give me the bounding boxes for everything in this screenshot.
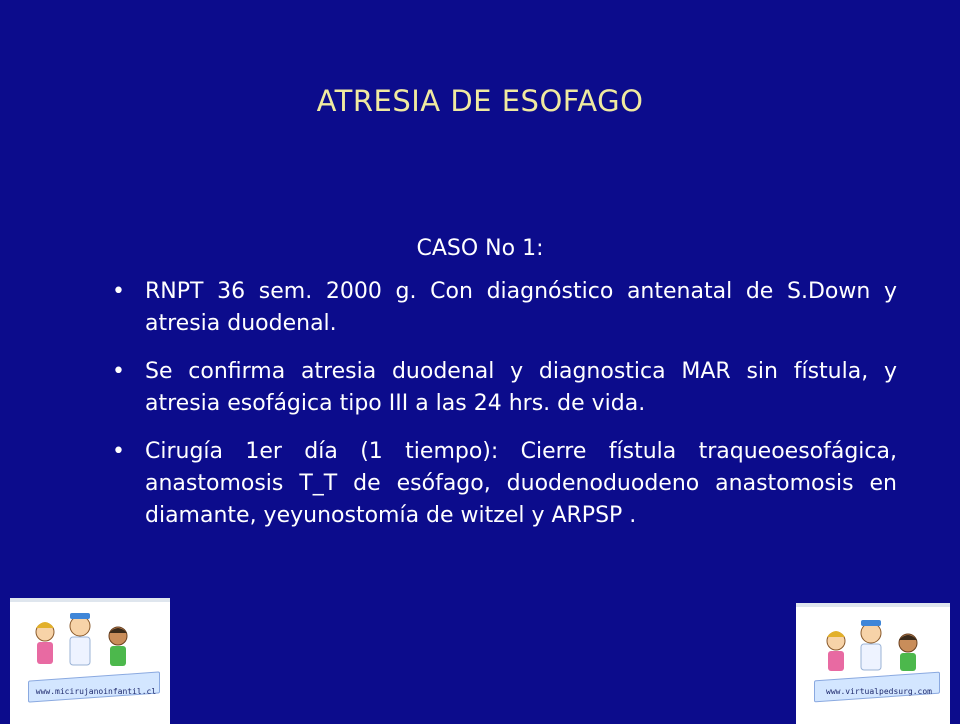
bullet-icon: • <box>112 359 125 384</box>
bullet-text: RNPT 36 sem. 2000 g. Con diagnóstico antenatal de S.Down y atresia duodenal. <box>145 279 897 336</box>
bullet-item <box>112 436 897 532</box>
bullet-list <box>112 276 897 548</box>
bullet-icon: • <box>112 279 125 304</box>
logo-url: www.micirujanoinfantil.cl <box>35 687 157 696</box>
slide-title: ATRESIA DE ESOFAGO <box>316 84 644 118</box>
children-illustration-icon <box>10 602 170 722</box>
bullet-text: Se confirma atresia duodenal y diagnostica MAR sin fístula, y atresia esofágica tipo III a las 24 hrs. de vida. <box>145 359 897 416</box>
bullet-item <box>112 356 897 420</box>
case-heading: CASO No 1: <box>416 236 544 261</box>
bullet-item <box>112 276 897 340</box>
children-illustration-icon <box>796 607 950 724</box>
micirujanoinfantil-logo <box>10 598 170 724</box>
bullet-text: Cirugía 1er día (1 tiempo): Cierre fístula traqueoesofágica, anastomosis T_T de esófago, duodenoduodeno anastomosis en diamante, yeyunostomía de witzel y ARPSP . <box>145 439 897 528</box>
virtualpedsurg-logo <box>796 603 950 724</box>
logo-url: www.virtualpedsurg.com <box>826 687 932 696</box>
bullet-icon: • <box>112 439 125 464</box>
